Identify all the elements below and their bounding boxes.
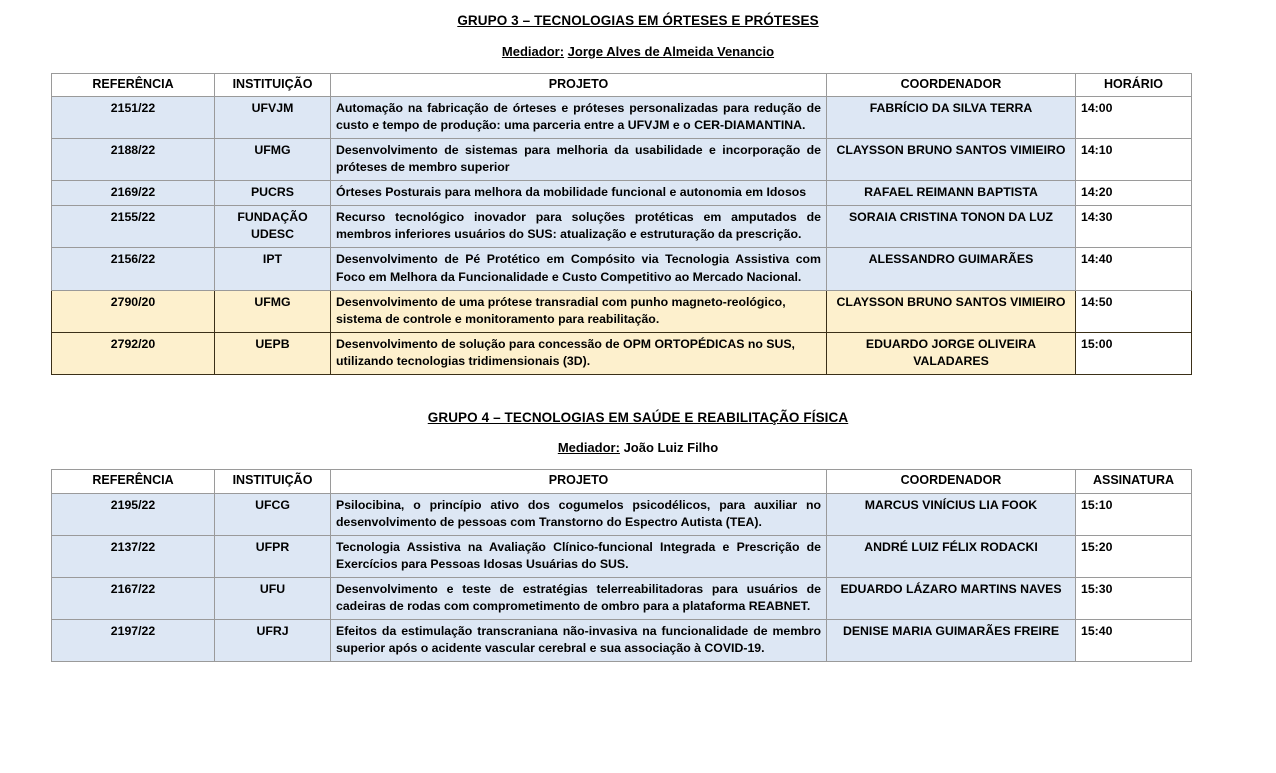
cell-reference: 2156/22	[52, 248, 215, 290]
mediator-name: João Luiz Filho	[623, 440, 719, 456]
cell-project: Órteses Posturais para melhora da mobilidade funcional e autonomia em Idosos	[331, 181, 827, 206]
column-header: INSTITUIÇÃO	[215, 470, 331, 493]
cell-reference: 2188/22	[52, 139, 215, 181]
cell-reference: 2792/20	[52, 332, 215, 374]
section-title	[0, 411, 1276, 425]
table-row	[52, 290, 1192, 332]
cell-institution: UFMG	[215, 290, 331, 332]
cell-project: Efeitos da estimulação transcraniana não-invasiva na funcionalidade de membro superior após o acidente vascular cerebral e sua associação à COVID-19.	[331, 620, 827, 662]
cell-coordinator: ANDRÉ LUIZ FÉLIX RODACKI	[827, 535, 1076, 577]
cell-coordinator: CLAYSSON BRUNO SANTOS VIMIEIRO	[827, 290, 1076, 332]
schedule-table	[51, 469, 1192, 662]
cell-institution: IPT	[215, 248, 331, 290]
table-row	[52, 493, 1192, 535]
cell-project: Desenvolvimento e teste de estratégias telerreabilitadoras para usuários de cadeiras de rodas com comprometimento de ombro para a plataforma REABNET.	[331, 578, 827, 620]
section-grupo-3	[0, 14, 1276, 375]
cell-coordinator: SORAIA CRISTINA TONON DA LUZ	[827, 206, 1076, 248]
cell-institution: UFPR	[215, 535, 331, 577]
cell-time: 14:50	[1076, 290, 1192, 332]
schedule-table	[51, 73, 1192, 375]
cell-reference: 2151/22	[52, 96, 215, 138]
cell-time: 14:40	[1076, 248, 1192, 290]
table-row	[52, 139, 1192, 181]
mediator-label: Mediador:	[557, 440, 620, 456]
cell-project: Automação na fabricação de órteses e próteses personalizadas para redução de custo e tempo de produção: uma parceria entre a UFVJM e o CER-DIAMANTINA.	[331, 96, 827, 138]
cell-reference: 2169/22	[52, 181, 215, 206]
document-page	[0, 14, 1276, 773]
cell-project: Desenvolvimento de solução para concessão de OPM ORTOPÉDICAS no SUS, utilizando tecnologias tridimensionais (3D).	[331, 332, 827, 374]
cell-project: Psilocibina, o princípio ativo dos cogumelos psicodélicos, para auxiliar no desenvolvimento de pessoas com Transtorno do Espectro Autista (TEA).	[331, 493, 827, 535]
mediator-label: Mediador:	[501, 43, 565, 59]
cell-coordinator: MARCUS VINÍCIUS LIA FOOK	[827, 493, 1076, 535]
column-header: REFERÊNCIA	[52, 470, 215, 493]
cell-project: Tecnologia Assistiva na Avaliação Clínico-funcional Integrada e Prescrição de Exercícios para Pessoas Idosas Usuárias do SUS.	[331, 535, 827, 577]
column-header: COORDENADOR	[827, 73, 1076, 96]
cell-reference: 2155/22	[52, 206, 215, 248]
section-title	[0, 14, 1276, 28]
cell-institution: UFCG	[215, 493, 331, 535]
cell-coordinator: ALESSANDRO GUIMARÃES	[827, 248, 1076, 290]
cell-project: Desenvolvimento de Pé Protético em Compósito via Tecnologia Assistiva com Foco em Melhora da Funcionalidade e Custo Competitivo ao Mercado Nacional.	[331, 248, 827, 290]
cell-coordinator: RAFAEL REIMANN BAPTISTA	[827, 181, 1076, 206]
column-header: INSTITUIÇÃO	[215, 73, 331, 96]
cell-reference: 2790/20	[52, 290, 215, 332]
cell-reference: 2167/22	[52, 578, 215, 620]
table-row	[52, 96, 1192, 138]
cell-coordinator: FABRÍCIO DA SILVA TERRA	[827, 96, 1076, 138]
table-row	[52, 620, 1192, 662]
cell-time: 14:00	[1076, 96, 1192, 138]
cell-time: 15:40	[1076, 620, 1192, 662]
cell-time: 14:20	[1076, 181, 1192, 206]
table-header-row	[52, 470, 1192, 493]
table-header-row	[52, 73, 1192, 96]
cell-reference: 2195/22	[52, 493, 215, 535]
cell-institution: PUCRS	[215, 181, 331, 206]
cell-project: Desenvolvimento de uma prótese transradial com punho magneto-reológico, sistema de controle e monitoramento para reabilitação.	[331, 290, 827, 332]
cell-coordinator: CLAYSSON BRUNO SANTOS VIMIEIRO	[827, 139, 1076, 181]
cell-institution: UFU	[215, 578, 331, 620]
cell-institution: UFRJ	[215, 620, 331, 662]
cell-project: Desenvolvimento de sistemas para melhoria da usabilidade e incorporação de próteses de membro superior	[331, 139, 827, 181]
cell-time: 14:10	[1076, 139, 1192, 181]
section-title-text: GRUPO 4 – TECNOLOGIAS EM SAÚDE E REABILITAÇÃO FÍSICA	[427, 409, 849, 425]
cell-institution: FUNDAÇÃO UDESC	[215, 206, 331, 248]
cell-coordinator: EDUARDO LÁZARO MARTINS NAVES	[827, 578, 1076, 620]
table-row	[52, 578, 1192, 620]
cell-coordinator: DENISE MARIA GUIMARÃES FREIRE	[827, 620, 1076, 662]
sections-container	[0, 14, 1276, 662]
column-header: COORDENADOR	[827, 470, 1076, 493]
cell-institution: UFVJM	[215, 96, 331, 138]
cell-time: 15:00	[1076, 332, 1192, 374]
table-row	[52, 181, 1192, 206]
mediator-name: Jorge Alves de Almeida Venancio	[567, 43, 775, 59]
table-row	[52, 206, 1192, 248]
section-grupo-4	[0, 411, 1276, 663]
cell-reference: 2137/22	[52, 535, 215, 577]
table-row	[52, 248, 1192, 290]
mediator-line	[0, 45, 1276, 58]
cell-time: 15:20	[1076, 535, 1192, 577]
cell-time: 14:30	[1076, 206, 1192, 248]
column-header: REFERÊNCIA	[52, 73, 215, 96]
cell-reference: 2197/22	[52, 620, 215, 662]
cell-institution: UFMG	[215, 139, 331, 181]
cell-project: Recurso tecnológico inovador para soluções protéticas em amputados de membros inferiores usuários do SUS: atualização e estruturação da prescrição.	[331, 206, 827, 248]
cell-coordinator: EDUARDO JORGE OLIVEIRA VALADARES	[827, 332, 1076, 374]
table-row	[52, 535, 1192, 577]
column-header: PROJETO	[331, 73, 827, 96]
mediator-line	[0, 441, 1276, 454]
cell-time: 15:10	[1076, 493, 1192, 535]
column-header: PROJETO	[331, 470, 827, 493]
section-title-text: GRUPO 3 – TECNOLOGIAS EM ÓRTESES E PRÓTESES	[457, 13, 819, 28]
column-header: ASSINATURA	[1076, 470, 1192, 493]
column-header: HORÁRIO	[1076, 73, 1192, 96]
cell-institution: UEPB	[215, 332, 331, 374]
cell-time: 15:30	[1076, 578, 1192, 620]
table-row	[52, 332, 1192, 374]
